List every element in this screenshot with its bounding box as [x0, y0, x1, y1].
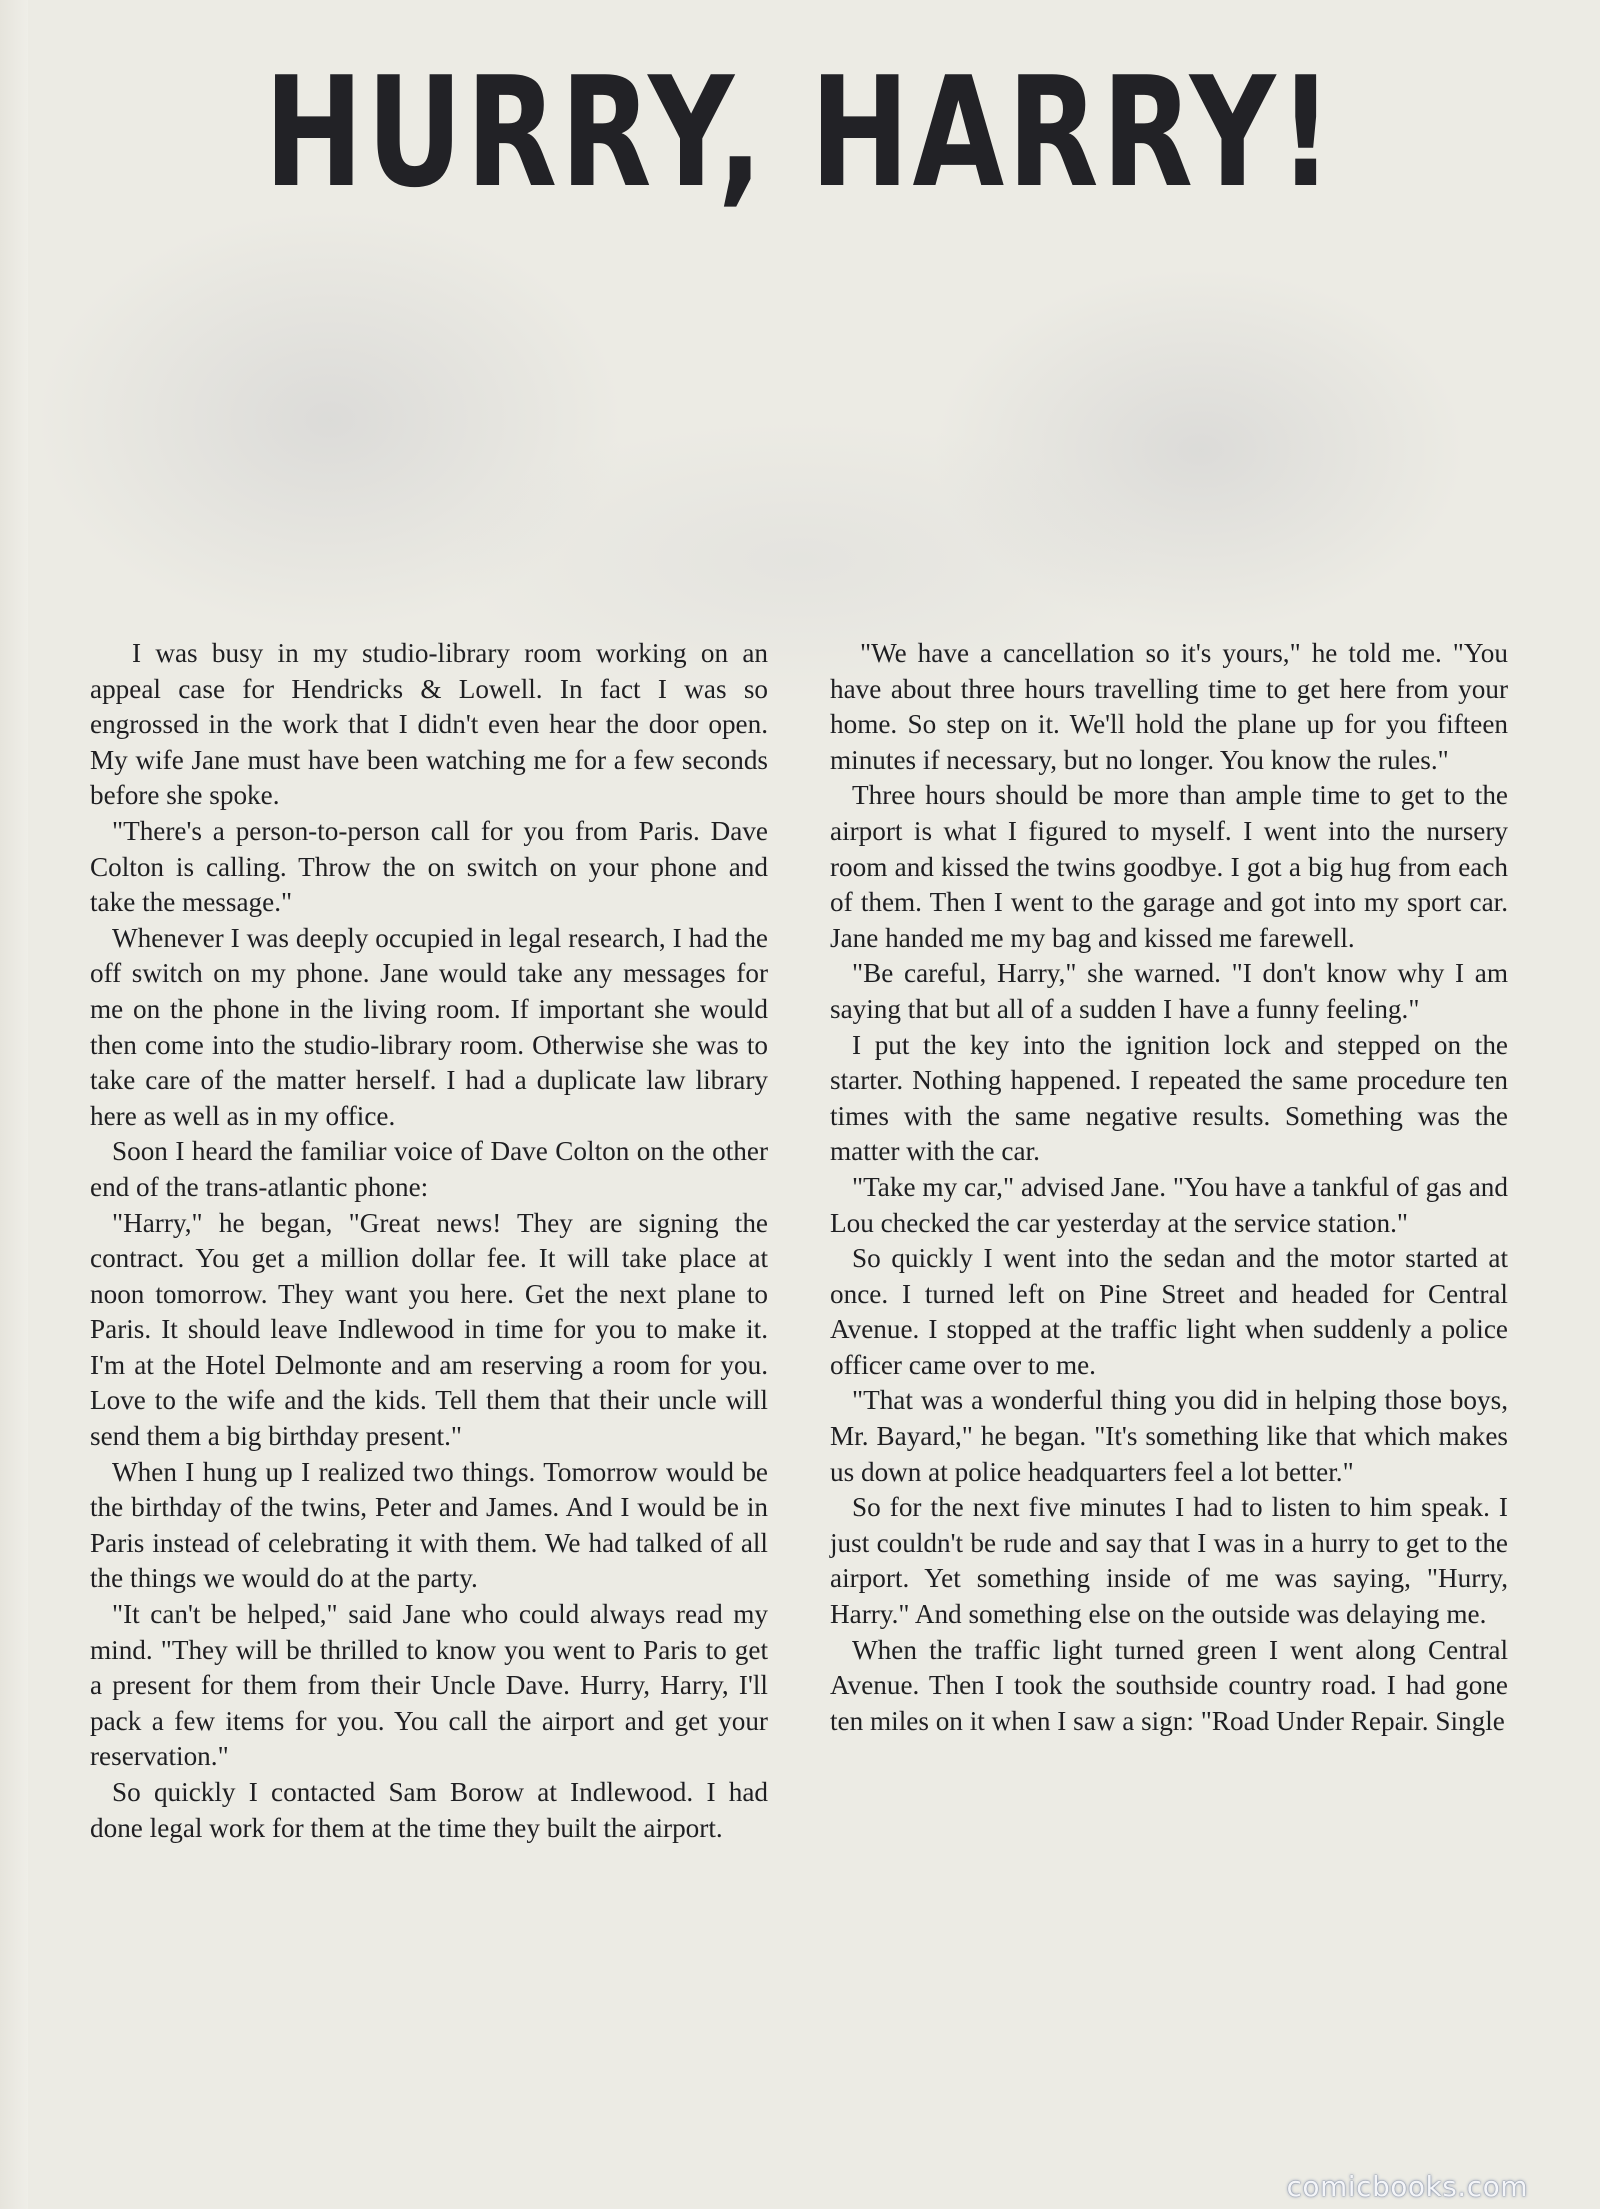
paragraph: I put the key into the ignition lock and stepped on the starter. Nothing happened. I repeated the same procedure ten times with the same negative results. Something was the matter with the car.: [830, 1029, 1508, 1167]
story-title: HURRY, HARRY!: [264, 44, 1336, 221]
paragraph: So quickly I went into the sedan and the motor started at once. I turned left on Pine Street and headed for Central Avenue. I stopped at the traffic light when suddenly a police officer came over to me.: [830, 1243, 1508, 1380]
paragraph: So quickly I contacted Sam Borow at Indlewood. I had done legal work for them at the time they built the airport.: [90, 1777, 768, 1843]
left-text-column: [90, 636, 768, 1846]
paragraph: "Harry," he began, "Great news! They are signing the contract. You get a million dollar fee. It will take place at noon tomorrow. They want you here. Get the next plane to Paris. It should leave Indlewood in time for you to make it. I'm at the Hotel Delmonte and am reserving a room for you. Love to the wife and the kids. Tell them that their uncle will send them a big birthday present.": [90, 1207, 768, 1452]
paragraph: So for the next five minutes I had to listen to him speak. I just couldn't be rude and say that I was in a hurry to get to the airport. Yet something inside of me was saying, "Hurry, Harry." And something else on the outside was delaying me.: [830, 1492, 1508, 1630]
paragraph: Soon I heard the familiar voice of Dave Colton on the other end of the trans-atlantic phone:: [90, 1136, 768, 1202]
paragraph: Whenever I was deeply occupied in legal research, I had the off switch on my phone. Jane would take any messages for me on the phone in the living room. If important she would then come into the studio-library room. Otherwise she was to take care of the matter herself. I had a duplicate law library here as well as in my office.: [90, 922, 768, 1131]
paragraph: "Take my car," advised Jane. "You have a tankful of gas and Lou checked the car yesterday at the service station.": [830, 1171, 1508, 1238]
page-edge-shadow: [0, 0, 28, 2209]
paragraph: "It can't be helped," said Jane who could always read my mind. "They will be thrilled to know you went to Paris to get a present for them from their Uncle Dave. Hurry, Harry, I'll pack a few items for you. You call the airport and get your reservation.": [90, 1599, 768, 1772]
paragraph: "There's a person-to-person call for you from Paris. Dave Colton is calling. Throw the on switch on your phone and take the message.": [90, 815, 768, 918]
paragraph: Three hours should be more than ample time to get to the airport is what I figured to myself. I went into the nursery room and kissed the twins goodbye. I got a big hug from each of them. Then I went to the garage and got into my sport car. Jane handed me my bag and kissed me farewell.: [830, 780, 1508, 953]
paragraph: When I hung up I realized two things. Tomorrow would be the birthday of the twins, Peter and James. And I would be in Paris instead of celebrating it with them. We had talked of all the things we would do at the party.: [90, 1456, 768, 1594]
paragraph: When the traffic light turned green I went along Central Avenue. Then I took the southside country road. I had gone ten miles on it when I saw a sign: "Road Under Repair. Single: [830, 1634, 1508, 1736]
paragraph: I was busy in my studio-library room working on an appeal case for Hendricks & Lowell. In fact I was so engrossed in the work that I didn't even hear the door open. My wife Jane must have been watching me for a few seconds before she spoke.: [90, 638, 768, 811]
paragraph: "That was a wonderful thing you did in helping those boys, Mr. Bayard," he began. "It's something like that which makes us down at police headquarters feel a lot better.": [830, 1385, 1508, 1487]
paragraph: "We have a cancellation so it's yours," he told me. "You have about three hours travelling time to get here from your home. So step on it. We'll hold the plane up for you fifteen minutes if necessary, but no longer. You know the rules.": [830, 638, 1508, 775]
right-text-column: [830, 636, 1508, 1739]
paragraph: "Be careful, Harry," she warned. "I don't know why I am saying that but all of a sudden I have a funny feeling.": [830, 958, 1508, 1024]
site-watermark: comicbooks.com: [1286, 2170, 1528, 2203]
